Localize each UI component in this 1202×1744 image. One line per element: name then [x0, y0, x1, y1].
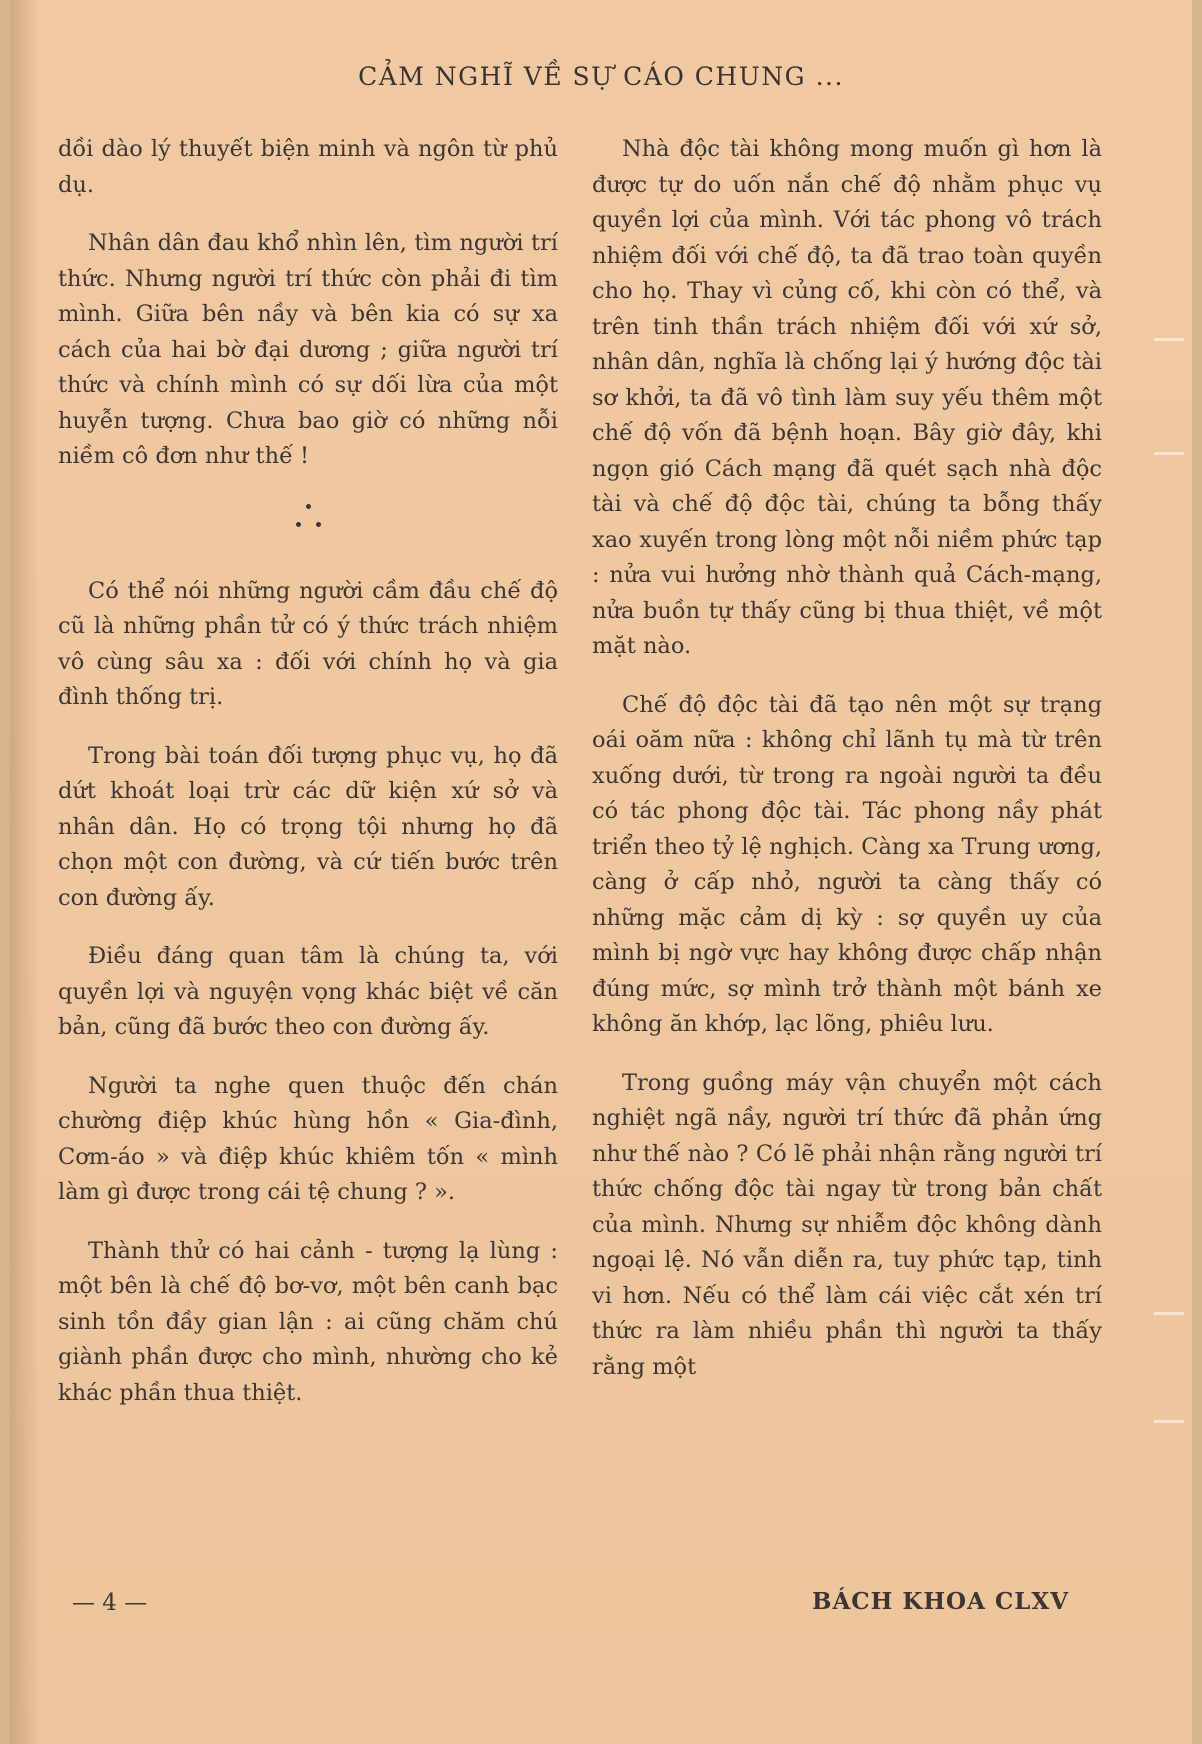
left-column	[58, 132, 558, 1434]
paragraph: Nhân dân đau khổ nhìn lên, tìm người trí thức. Nhưng người trí thức còn phải đi tìm mình. Giữa bên nầy và bên kia có sự xa cách của hai bờ đại dương ; giữa người trí thức và chính mình có sự dối lừa của một huyễn tượng. Chưa bao giờ có những nỗi niềm cô đơn như thế !	[58, 230, 558, 469]
paragraph: Người ta nghe quen thuộc đến chán chường điệp khúc hùng hồn « Gia-đình, Cơm-áo » và điệp khúc khiêm tốn « mình làm gì được trong cái tệ chung ? ».	[58, 1072, 558, 1205]
paragraph: Thành thử có hai cảnh - tượng lạ lùng : một bên là chế độ bơ-vơ, một bên canh bạc sinh tồn đầy gian lận : ai cũng chăm chú giành phần được cho mình, nhường cho kẻ khác phần thua thiệt.	[58, 1237, 558, 1406]
paragraph: Điều đáng quan tâm là chúng ta, với quyền lợi và nguyện vọng khác biệt về căn bản, cũng đã bước theo con đường ấy.	[58, 943, 558, 1040]
paper-edge-mark	[1154, 1420, 1184, 1423]
section-separator	[58, 498, 558, 550]
paragraph: dồi dào lý thuyết biện minh và ngôn từ phủ dụ.	[58, 136, 558, 198]
paragraph: Có thể nói những người cầm đầu chế độ cũ là những phần tử có ý thức trách nhiệm vô cùng sâu xa : đối với chính họ và gia đình thống trị.	[58, 577, 558, 710]
page-number: — 4 —	[72, 1590, 148, 1616]
paragraph: Chế độ độc tài đã tạo nên một sự trạng oái oăm nữa : không chỉ lãnh tụ mà từ trên xuống dưới, từ trong ra ngoài người ta đều có tác phong độc tài. Tác phong nầy phát triển theo tỷ lệ nghịch. Càng xa Trung ương, càng ở cấp nhỏ, người ta càng thấy có những mặc cảm dị kỳ : sợ quyền uy của mình bị ngờ vực hay không được chấp nhận đúng mức, sợ mình trở thành một bánh xe không ăn khớp, lạc lõng, phiêu lưu.	[592, 691, 1102, 1037]
document-page	[10, 0, 1192, 1744]
paragraph: Nhà độc tài không mong muốn gì hơn là được tự do uốn nắn chế độ nhằm phục vụ quyền lợi của mình. Với tác phong vô trách nhiệm đối với chế độ, ta đã trao toàn quyền cho họ. Thay vì củng cố, khi còn có thể, và trên tinh thần trách nhiệm đối với xứ sở, nhân dân, nghĩa là chống lại ý hướng độc tài sơ khởi, ta đã vô tình làm suy yếu thêm một chế độ vốn đã bệnh hoạn. Bây giờ đây, khi ngọn gió Cách mạng đã quét sạch nhà độc tài và chế độ độc tài, chúng ta bỗng thấy xao xuyến trong lòng một nỗi niềm phức tạp : nửa vui hưởng nhờ thành quả Cách-mạng, nửa buồn tự thấy cũng bị thua thiệt, về một mặt nào.	[592, 136, 1102, 659]
paragraph: Trong guồng máy vận chuyển một cách nghiệt ngã nầy, người trí thức đã phản ứng như thế nào ? Có lẽ phải nhận rằng người trí thức chống độc tài ngay từ trong bản chất của mình. Nhưng sự nhiễm độc không dành ngoại lệ. Nó vẫn diễn ra, tuy phức tạp, tinh vi hơn. Nếu có thể làm cái việc cắt xén trí thức ra làm nhiều phần thì người ta thấy rằng một	[592, 1069, 1102, 1380]
paper-edge-mark	[1154, 1312, 1184, 1315]
right-column	[592, 132, 1102, 1408]
running-header: CẢM NGHĨ VỀ SỰ CÁO CHUNG ...	[358, 62, 844, 91]
publication-name: BÁCH KHOA CLXV	[812, 1588, 1070, 1615]
paper-edge-mark	[1154, 338, 1184, 341]
page-edge-shadow	[10, 0, 40, 1744]
paragraph: Trong bài toán đối tượng phục vụ, họ đã dứt khoát loại trừ các dữ kiện xứ sở và nhân dân. Họ có trọng tội nhưng họ đã chọn một con đường, và cứ tiến bước trên con đường ấy.	[58, 742, 558, 911]
paper-edge-mark	[1154, 452, 1184, 455]
